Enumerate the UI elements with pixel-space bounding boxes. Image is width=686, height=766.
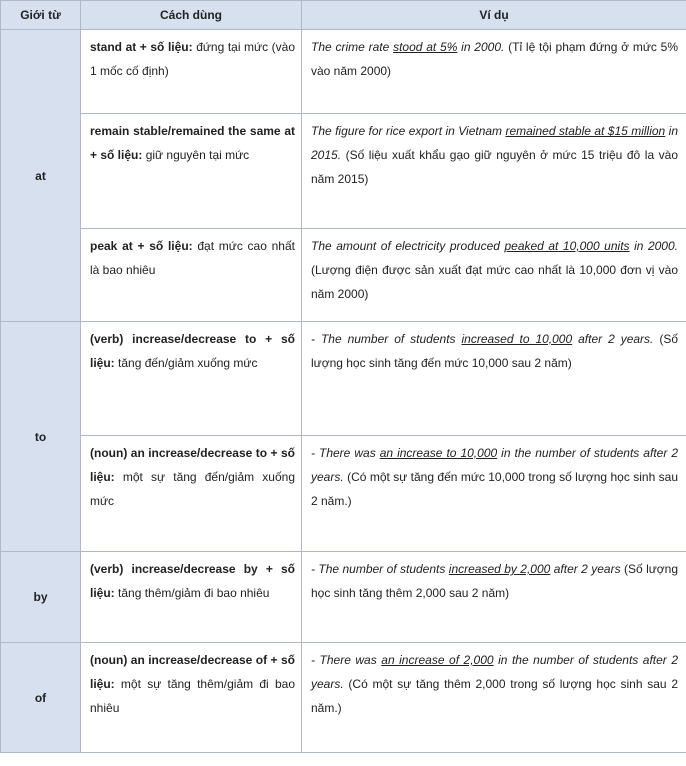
example-text-end: in the number of students after 2 years. xyxy=(311,653,679,691)
example-highlight: increased to 10,000 xyxy=(461,332,573,346)
table-row xyxy=(1,643,686,753)
usage-cell xyxy=(81,643,302,753)
preposition-cell: at xyxy=(1,30,81,322)
table-row xyxy=(1,114,686,229)
usage-cell xyxy=(81,30,302,114)
usage-cell xyxy=(81,229,302,322)
example-cell xyxy=(302,643,686,753)
example-translation: (Số lượng học sinh tăng thêm 2,000 sau 2 năm) xyxy=(311,562,679,600)
example-text-end: in 2000. xyxy=(457,40,505,54)
usage-phrase: (noun) an increase/decrease to + số liệu: xyxy=(90,446,295,484)
example-translation: (Số lượng học sinh tăng đến mức 10,000 sau 2 năm) xyxy=(311,332,678,370)
preposition-cell: by xyxy=(1,552,81,643)
preposition-cell: to xyxy=(1,322,81,552)
usage-meaning: một sự tăng đến/giảm xuống mức xyxy=(90,470,295,508)
example-text: - There was xyxy=(311,653,382,667)
usage-phrase: stand at + số liệu: xyxy=(90,40,193,54)
usage-meaning: một sự tăng thêm/giảm đi bao nhiêu xyxy=(90,677,295,715)
header-row xyxy=(1,1,686,30)
example-highlight: peaked at 10,000 units xyxy=(504,239,630,253)
example-cell xyxy=(302,436,686,552)
usage-cell xyxy=(81,552,302,643)
example-cell xyxy=(302,322,686,436)
example-text: - The number of students xyxy=(311,562,449,576)
example-text: - The number of students xyxy=(311,332,462,346)
example-text: - There was xyxy=(311,446,380,460)
example-cell xyxy=(302,114,686,229)
example-text: The amount of electricity produced xyxy=(311,239,505,253)
usage-meaning: tăng đến/giảm xuống mức xyxy=(114,356,258,370)
example-highlight: an increase of 2,000 xyxy=(381,653,494,667)
example-text-end: after 2 years. xyxy=(572,332,654,346)
usage-meaning: đạt mức cao nhất là bao nhiêu xyxy=(90,239,295,277)
usage-meaning: đứng tại mức (vào 1 mốc cố định) xyxy=(90,40,295,78)
example-translation: (Có một sự tăng thêm 2,000 trong số lượng học sinh sau 2 năm.) xyxy=(311,677,678,715)
usage-phrase: peak at + số liệu: xyxy=(90,239,193,253)
usage-phrase: (verb) increase/decrease by + số liệu: xyxy=(90,562,295,600)
usage-cell xyxy=(81,114,302,229)
example-highlight: remained stable at $15 million xyxy=(505,124,666,138)
usage-meaning: tăng thêm/giảm đi bao nhiêu xyxy=(114,586,270,600)
example-text: The figure for rice export in Vietnam xyxy=(311,124,506,138)
table-row xyxy=(1,436,686,552)
example-text-end: in 2000. xyxy=(629,239,678,253)
example-cell xyxy=(302,229,686,322)
table-row xyxy=(1,322,686,436)
example-text-end: after 2 years xyxy=(550,562,621,576)
usage-meaning: giữ nguyên tại mức xyxy=(142,148,250,162)
example-text: The crime rate xyxy=(311,40,394,54)
table-row xyxy=(1,30,686,114)
header-usage: Cách dùng xyxy=(81,1,302,30)
example-highlight: increased by 2,000 xyxy=(448,562,551,576)
header-example: Ví dụ xyxy=(302,1,686,30)
usage-phrase: (noun) an increase/decrease of + số liệu: xyxy=(90,653,295,691)
example-translation: (Có một sự tăng đến mức 10,000 trong số lượng học sinh sau 2 năm.) xyxy=(311,470,678,508)
example-cell xyxy=(302,552,686,643)
usage-cell xyxy=(81,436,302,552)
example-translation: (Số liệu xuất khẩu gạo giữ nguyên ở mức 15 triệu đô la vào năm 2015) xyxy=(311,148,678,186)
example-translation: (Lượng điện được sản xuất đạt mức cao nhất là 10,000 đơn vị vào năm 2000) xyxy=(311,263,678,301)
usage-cell xyxy=(81,322,302,436)
example-text-end: in 2015. xyxy=(311,124,678,162)
header-preposition: Giới từ xyxy=(1,1,81,30)
example-highlight: stood at 5% xyxy=(393,40,458,54)
example-highlight: an increase to 10,000 xyxy=(379,446,498,460)
table-row xyxy=(1,229,686,322)
usage-phrase: remain stable/remained the same at + số liệu: xyxy=(90,124,295,162)
example-text-end: in the number of students after 2 years. xyxy=(311,446,679,484)
example-translation: (Tỉ lệ tội phạm đứng ở mức 5% vào năm 2000) xyxy=(311,40,679,78)
usage-phrase: (verb) increase/decrease to + số liệu: xyxy=(90,332,295,370)
table-row xyxy=(1,552,686,643)
preposition-cell: of xyxy=(1,643,81,753)
example-cell xyxy=(302,30,686,114)
